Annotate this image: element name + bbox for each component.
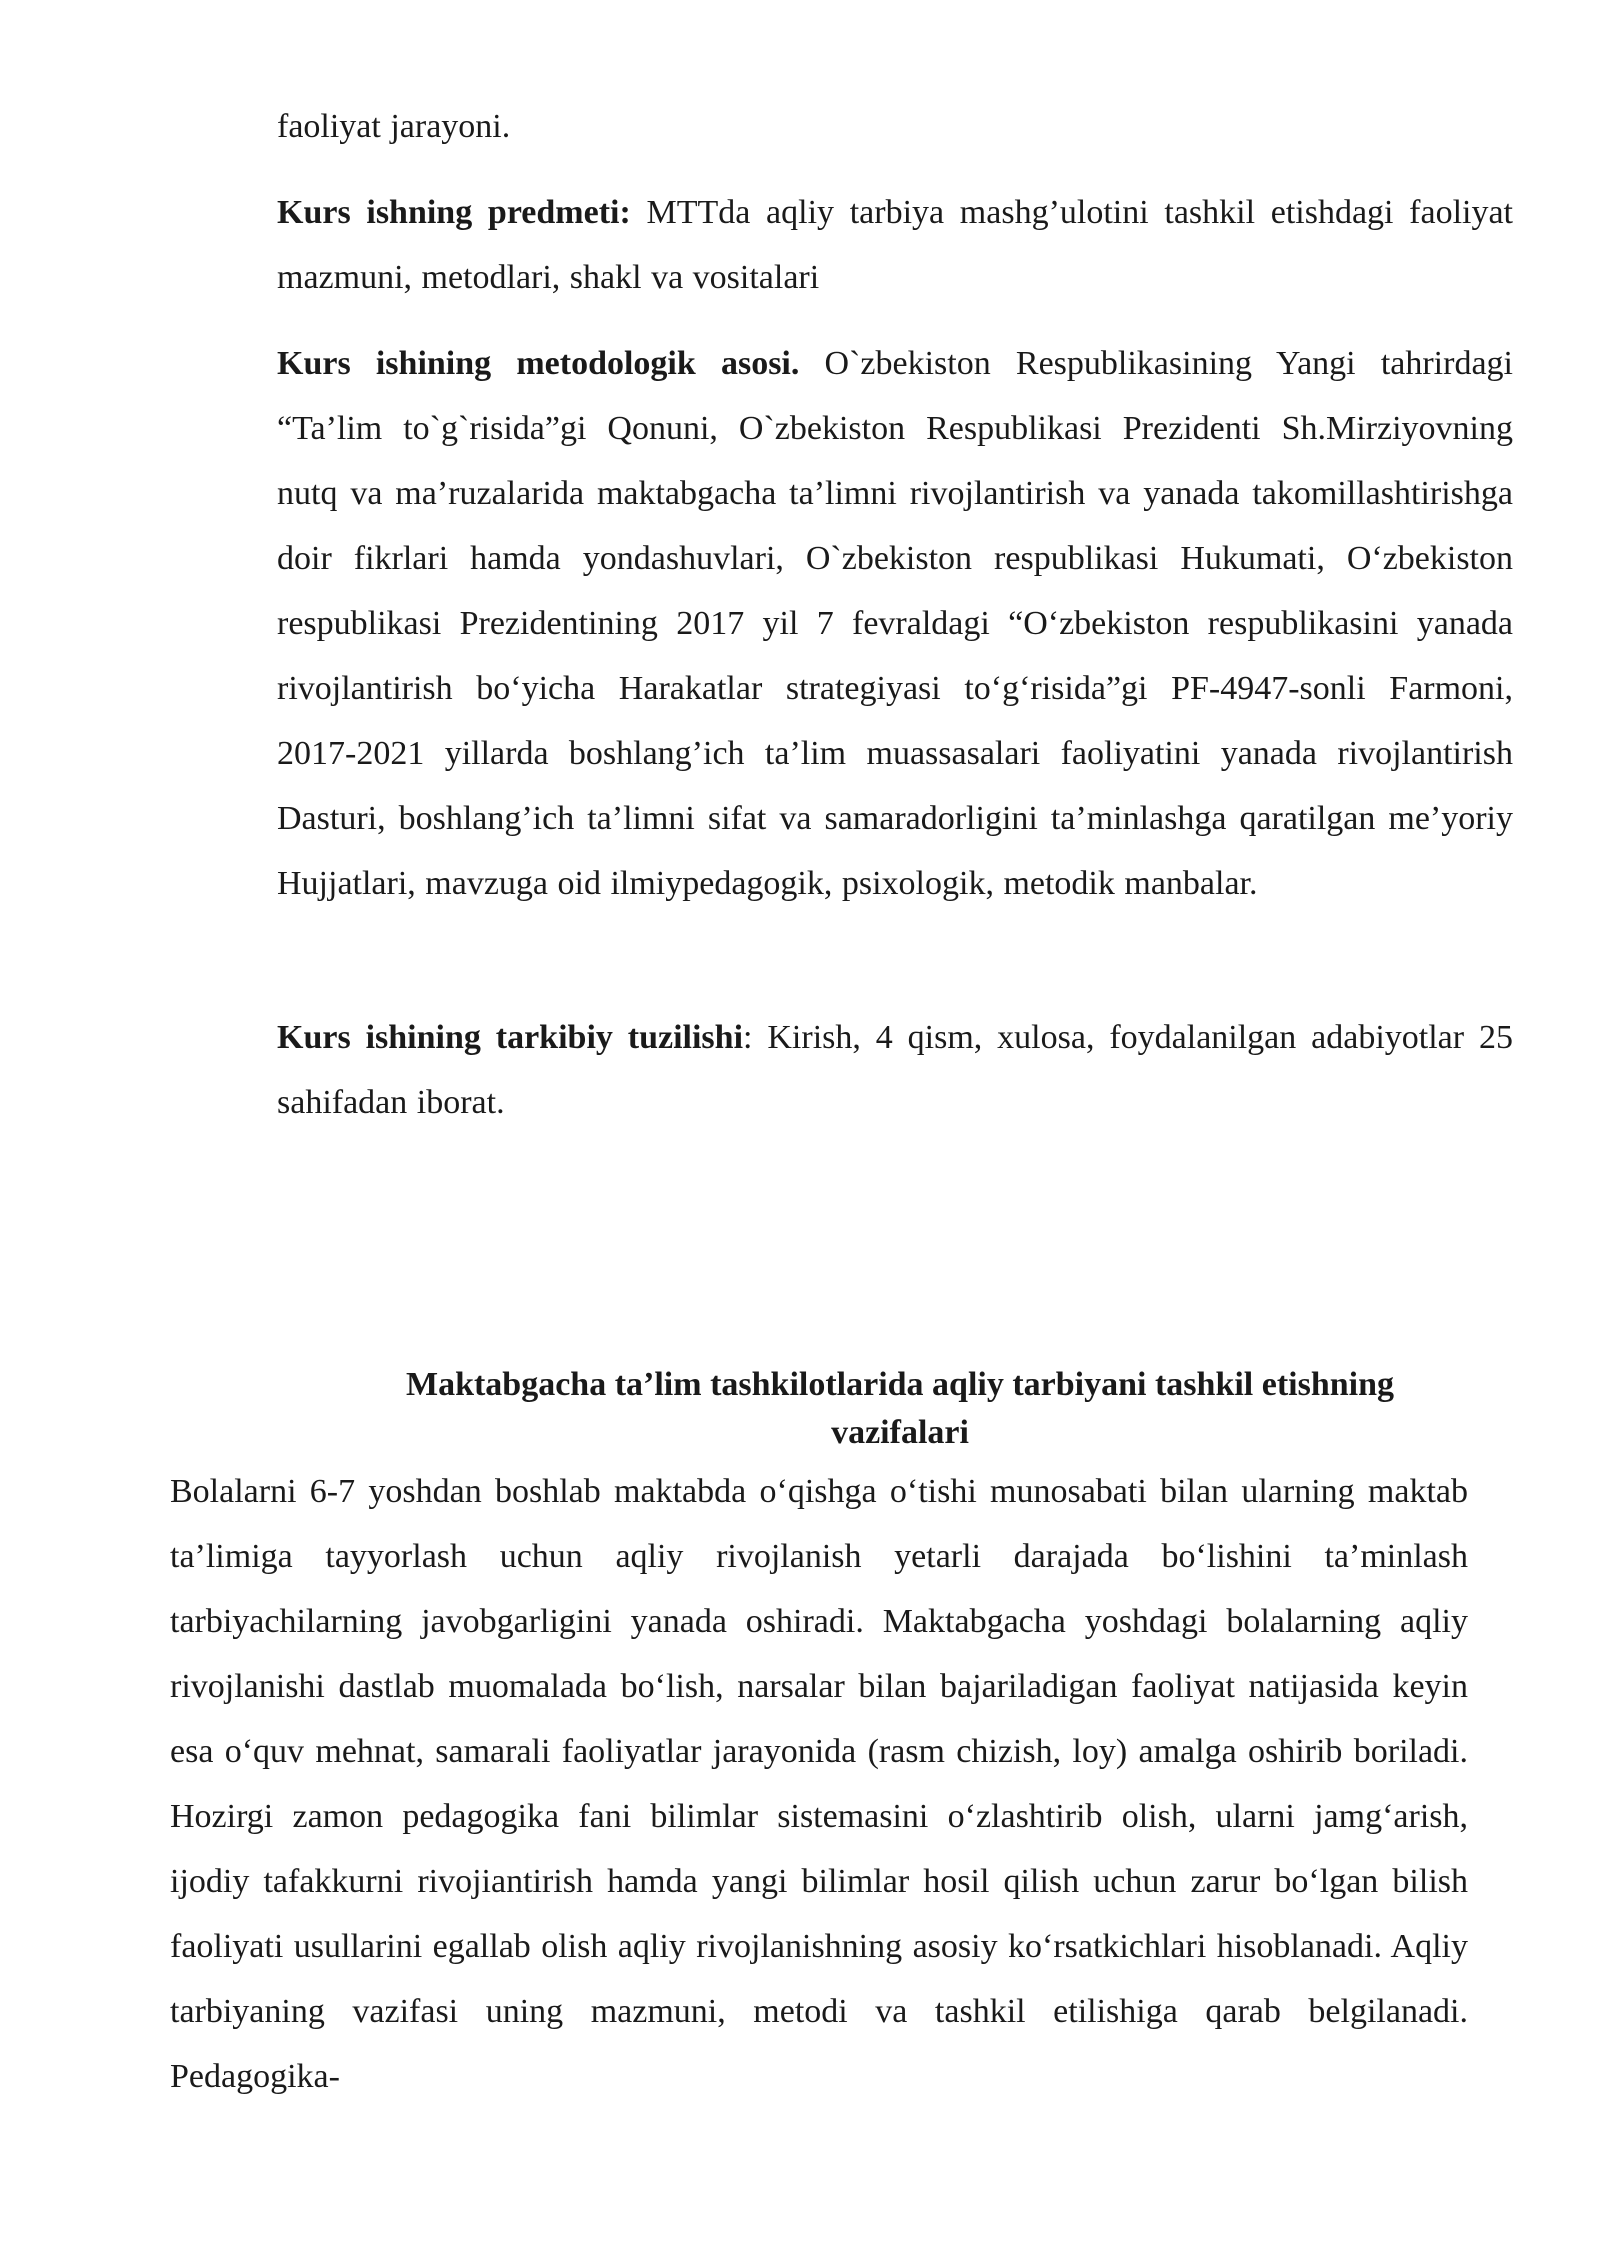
section-body: Bolalarni 6-7 yoshdan boshlab maktabda o‘qishga o‘tishi munosabati bilan ularning maktab ta’limiga tayyorlash uchun aqliy rivojlanish yetarli darajada bo‘lishini ta’minlash tarbiyachilarning javobgarligini yanada oshiradi. Maktabgacha yoshdagi bolalarning aqliy rivojlanishi dastlab muomalada bo‘lish, narsalar bilan bajariladigan faoliyat natijasida keyin esa o‘quv mehnat, samarali faoliyatlar jarayonida (rasm chizish, loy) amalga oshirib boriladi. Hozirgi zamon pedagogika fani bilimlar sistemasini o‘zlashtirib olish, ularni jamg‘arish, ijodiy tafakkurni rivojiantirish hamda yangi bilimlar hosil qilish uchun zarur bo‘lgan bilish faoliyati usullarini egallab olish aqliy rivojlanishning asosiy ko‘rsatkichlari hisoblanadi. Aqliy tarbiyaning vazifasi uning mazmuni, metodi va tashkil etilishiga qarab belgilanadi. Pedagogika- [170, 1473, 1468, 2095]
methodology-text: O`zbekiston Respublikasining Yangi tahrirdagi “Ta’lim to`g`risida”gi Qonuni, O`zbekiston Respublikasi Prezidenti Sh.Mirziyovning nutq va ma’ruzalarida maktabgacha ta’limni rivojlantirish va yanada takomillashtirishga doir fikrlari hamda yondashuvlari, O`zbekiston respublikasi Hukumati, O‘zbekiston respublikasi Prezidentining 2017 yil 7 fevraldagi “O‘zbekiston respublikasini yanada rivojlantirish bo‘yicha Harakatlar strategiyasi to‘g‘risida”gi PF-4947-sonli Farmoni, 2017-2021 yillarda boshlang’ich ta’lim muassasalari faoliyatini yanada rivojlantirish Dasturi, boshlang’ich ta’limni sifat va samaradorligini ta’minlashga qaratilgan me’yoriy Hujjatlari, mavzuga oid ilmiypedagogik, psixologik, metodik manbalar. [277, 345, 1513, 902]
methodology-paragraph [277, 331, 1513, 916]
intro-line-block [277, 94, 1513, 159]
structure-paragraph [277, 1005, 1513, 1135]
subject-text: MTTda aqliy tarbiya mashg’ulotini tashkil etishdagi faoliyat mazmuni, metodlari, shakl va vositalari [277, 194, 1514, 296]
section-heading [170, 1361, 1600, 1457]
section-body-block [170, 1459, 1468, 2109]
subject-paragraph [277, 180, 1513, 310]
section-heading-line2: vazifalari [831, 1414, 969, 1451]
subject-label: Kurs ishning predmeti: [277, 194, 631, 231]
intro-line: faoliyat jarayoni. [277, 108, 511, 145]
section-heading-line1: Maktabgacha ta’lim tashkilotlarida aqliy tarbiyani tashkil etishning [405, 1366, 1395, 1403]
methodology-label: Kurs ishining metodologik asosi. [277, 345, 800, 382]
structure-text: : Kirish, 4 qism, xulosa, foydalanilgan adabiyotlar 25 sahifadan iborat. [277, 1019, 1513, 1121]
structure-label: Kurs ishining tarkibiy tuzilishi [277, 1019, 744, 1056]
